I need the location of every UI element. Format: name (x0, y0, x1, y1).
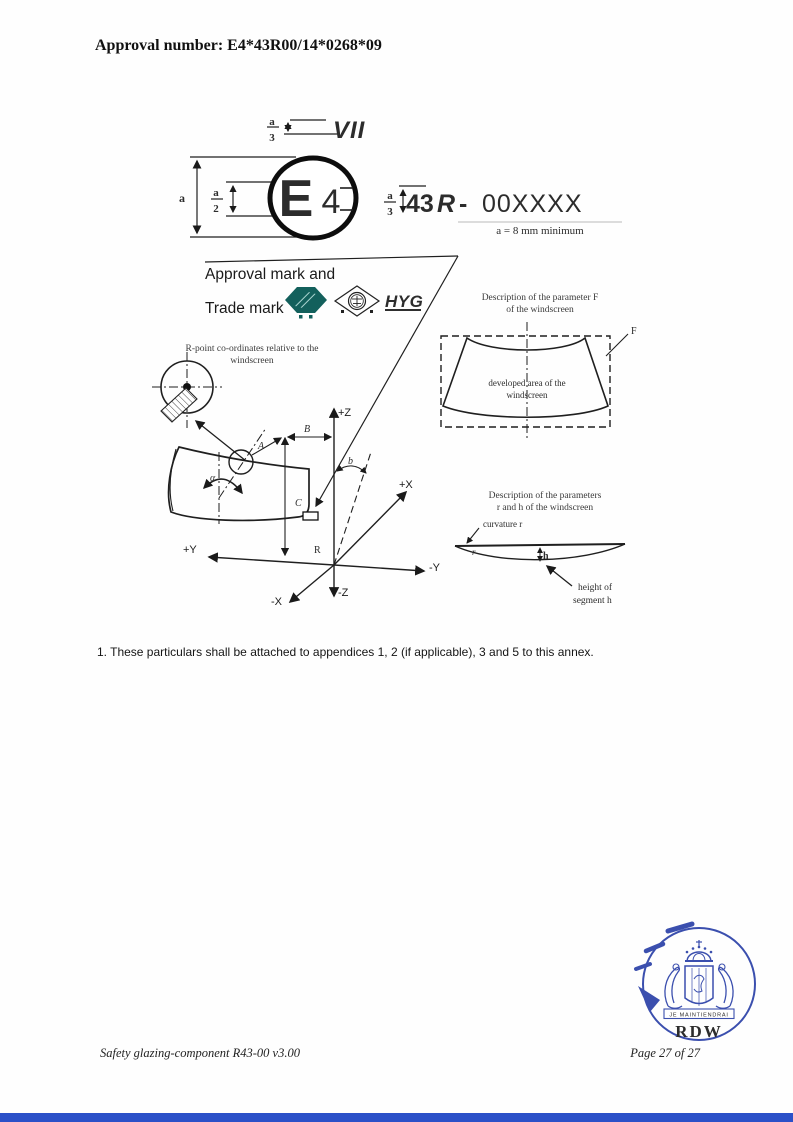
frac-right-numerator: a (387, 190, 393, 202)
regulation-letter: R (437, 190, 456, 218)
approval-serial-placeholder: 00XXXX (482, 190, 583, 218)
footer-document-ref: Safety glazing-component R43-00 v3.00 (100, 1046, 300, 1060)
label-b: B (304, 424, 311, 435)
logo-banner-text: JE MAINTIENDRAI (669, 1012, 729, 1019)
frac-half-numerator: a (213, 187, 219, 199)
diamond-circle-logo (335, 286, 379, 316)
a3-top-dimension (267, 120, 340, 134)
approval-mark-figure (190, 120, 622, 238)
e-mark-country-number: 4 (321, 183, 341, 221)
axis-plus-y: +Y (183, 544, 197, 556)
approval-number-heading: Approval number: E4*43R00/14*0268*09 (95, 37, 382, 54)
dimension-a-label: a (179, 191, 185, 205)
regulation-number: 43 (406, 190, 434, 218)
axis-minus-z: -Z (338, 587, 349, 599)
label-c: C (295, 498, 302, 509)
logo-rdw-text: RDW (675, 1022, 723, 1041)
parameters-rh-figure (455, 528, 625, 586)
parameter-f-texts (482, 292, 637, 400)
label-f: F (631, 326, 637, 337)
label-a: A (258, 441, 265, 452)
roman-vii: VII (333, 117, 366, 144)
footer-page-number: Page 27 of 27 (630, 1046, 700, 1060)
r-point-symbol (152, 352, 222, 428)
e-mark-letter: E (278, 170, 314, 228)
paramF-caption-1: Description of the parameter F (481, 293, 599, 303)
height-label-1: height of (578, 583, 613, 593)
parameters-rh-texts (472, 490, 613, 606)
trademark-logos (285, 286, 423, 319)
crown-icon (685, 940, 713, 961)
rdw-logo (636, 924, 755, 1041)
rpoint-caption-1: R-point co-ordinates relative to the (185, 344, 319, 354)
axis-plus-z: +Z (338, 407, 352, 419)
hyg-logo (385, 292, 423, 311)
axis-minus-x: -X (271, 596, 282, 608)
paramF-caption-2: of the windscreen (506, 305, 574, 315)
footnote-1: 1. These particulars shall be attached to appendices 1, 2 (if applicable), 3 and 5 to this annex. (97, 645, 594, 659)
lion-supporter-left (665, 964, 682, 1008)
hyg-logo-text: HYG (385, 292, 424, 311)
frac-top-denominator: 3 (269, 132, 275, 144)
axis-plus-x: +X (399, 479, 413, 491)
logo-speed-streaks (636, 924, 692, 1012)
label-alpha: α (210, 473, 216, 484)
approval-mark-label: Approval mark and (205, 266, 336, 283)
axis-minus-y: -Y (429, 562, 440, 574)
frac-half-denominator: 2 (213, 203, 219, 215)
rpoint-texts (183, 344, 441, 608)
regulation-dash: - (459, 190, 468, 218)
rpoint-caption-2: windscreen (230, 356, 274, 366)
trade-mark-label: Trade mark (205, 300, 284, 317)
frac-top-numerator: a (269, 116, 275, 128)
curvature-label: curvature r (483, 519, 523, 529)
label-r-origin: R (314, 545, 321, 556)
developed-area-text-1: developed area of the (488, 378, 566, 388)
frac-right-denominator: 3 (387, 206, 393, 218)
rpoint-figure (152, 352, 424, 602)
lion-supporter-right (716, 964, 733, 1008)
approval-mark-texts (179, 116, 584, 237)
shield-icon (685, 966, 713, 1006)
teal-diamond-logo (285, 287, 327, 319)
dimension-lines (252, 437, 331, 555)
paramRH-caption-1: Description of the parameters (488, 491, 602, 501)
developed-area-text-2: windscreen (506, 390, 548, 400)
paramRH-caption-2: r and h of the windscreen (496, 503, 594, 513)
label-angle-b: b (348, 456, 353, 467)
label-small-h: h (543, 551, 549, 562)
label-small-r: r (472, 547, 476, 557)
height-label-2: segment h (573, 596, 612, 606)
min-size-note: a = 8 mm minimum (496, 225, 584, 237)
windscreen-sketch (169, 428, 318, 524)
